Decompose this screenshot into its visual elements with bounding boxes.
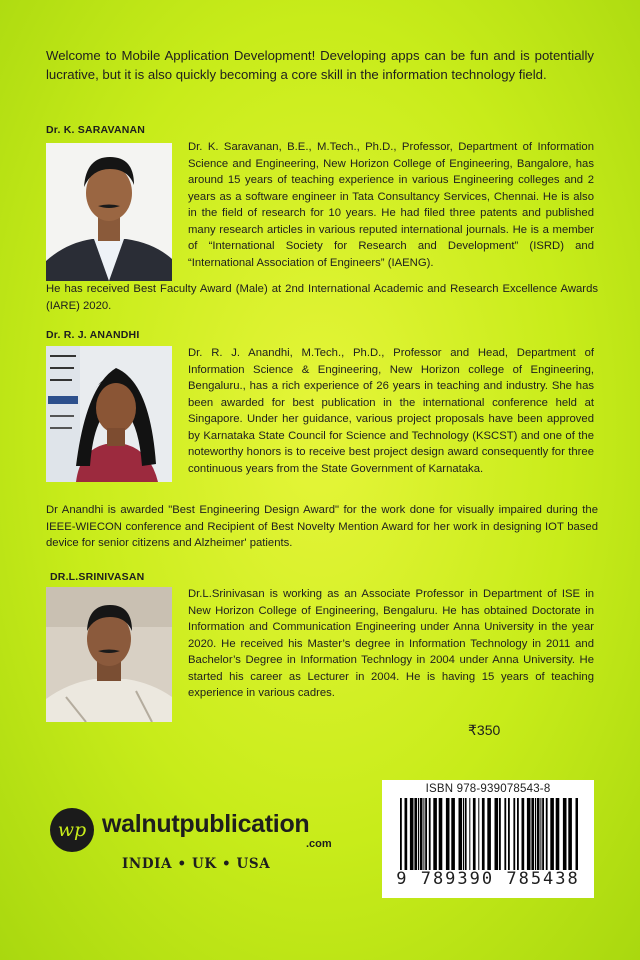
barcode-bar <box>531 798 534 870</box>
barcode-bar <box>482 798 485 870</box>
barcode-bar <box>478 798 479 870</box>
author-photo-anandhi <box>46 346 172 482</box>
author-name-srinivasan: DR.L.SRINIVASAN <box>50 571 145 583</box>
author-name-anandhi: Dr. R. J. ANANDHI <box>46 329 140 341</box>
barcode-bar <box>465 798 467 870</box>
publisher-name: walnutpublication <box>102 810 310 838</box>
barcode-bar <box>542 798 544 870</box>
publisher-logo-icon: wp <box>50 808 94 852</box>
barcode-bars <box>400 798 578 870</box>
barcode-bar <box>439 798 443 870</box>
barcode-bar <box>535 798 536 870</box>
price: ₹350 <box>468 722 501 738</box>
barcode-bar <box>550 798 554 870</box>
barcode-bar <box>537 798 540 870</box>
barcode-bar <box>508 798 510 870</box>
intro-paragraph: Welcome to Mobile Application Development! Developing apps can be fun and is potentially lucrative, but it is also quickly becoming a core skill in the information technology field. <box>46 48 594 82</box>
author-award-saravanan: He has received Best Faculty Award (Male) at 2nd International Academic and Research Excellence Awards (IARE) 2020. <box>46 283 598 312</box>
barcode-bar <box>405 798 408 870</box>
barcode-bar <box>568 798 572 870</box>
isbn-digits: 9 789390 785438 <box>396 869 580 889</box>
barcode-bar <box>469 798 470 870</box>
barcode-bar <box>414 798 417 870</box>
barcode-bar <box>473 798 476 870</box>
barcode-bar <box>527 798 531 870</box>
barcode-bar <box>463 798 464 870</box>
barcode-bar <box>418 798 419 870</box>
barcode-bar <box>429 798 431 870</box>
barcode-bar <box>576 798 579 870</box>
barcode-bar <box>420 798 423 870</box>
barcode-bar <box>487 798 491 870</box>
publisher-domain: .com <box>306 838 332 850</box>
barcode-bar <box>495 798 499 870</box>
author-bio-saravanan: Dr. K. Saravanan, B.E., M.Tech., Ph.D., Professor, Department of Information Science and Engineering, New Horizon College of Engineering, Bangalore, has around 15 years of teaching experience in various Engineering colleges and 2 years as a software engineer in Tata Consultancy Services, Chennai. He is also in the field of research for 10 years. He had filed three patents and published many research articles in various reputed international journals. He is a member of “International Society for Research and Development” (ISRD) and “International Association of Engineers” (IAENG). <box>188 141 594 269</box>
barcode-bar <box>451 798 455 870</box>
author-bio-anandhi: Dr. R. J. Anandhi, M.Tech., Ph.D., Professor and Head, Department of Information Science & Engineering, New Horizon college of Engineering, Bengaluru., has a rich experience of 26 years in teaching and industry. She has been awarded for best publication in the international conference held at Singapore. Under her guidance, various project proposals have been approved by Karnataka State Council for Science and Technology (KSCST) and one of the noteworthy honors is to receive best project design award consequently for three continuous years from the State Government of Karnataka. <box>188 347 594 475</box>
isbn-label: ISBN 978-939078543-8 <box>425 783 551 795</box>
author-name-saravanan: Dr. K. SARAVANAN <box>46 124 146 136</box>
barcode-bar <box>410 798 414 870</box>
barcode-bar <box>517 798 519 870</box>
barcode-bar <box>513 798 515 870</box>
barcode-bar <box>504 798 506 870</box>
author-photo-srinivasan <box>46 587 172 722</box>
barcode-bar <box>433 798 437 870</box>
isbn-barcode <box>382 780 594 898</box>
barcode-bar <box>499 798 501 870</box>
barcode-bar <box>540 798 541 870</box>
barcode-bar <box>522 798 525 870</box>
barcode-bar <box>423 798 424 870</box>
barcode-bar <box>563 798 567 870</box>
barcode-bar <box>425 798 427 870</box>
barcode-bar <box>446 798 450 870</box>
author-bio-srinivasan: Dr.L.Srinivasan is working as an Associate Professor in Department of ISE in New Horizon College of Engineering, Bengaluru. He has obtained Doctorate in Information and Communication Engineering under Anna University in the year 2020. He received his Master’s degree in Information Technology in 2011 and Bachelor’s Degree in Information Technlogy in 2004 under Anna University. He started his career as Lecturer in 2004. He is having 15 years of teaching experience in various cadres. <box>188 588 594 699</box>
barcode-bar <box>556 798 560 870</box>
barcode-bar <box>546 798 548 870</box>
author-award-anandhi: Dr Anandhi is awarded "Best Engineering Design Award" for the work done for visually impaired during the IEEE-WIECON conference and Recipient of Best Novelty Mention Award for her work in designing IOT based device for senior citizens and Alzheimer' patients. <box>46 504 598 549</box>
author-photo-saravanan <box>46 143 172 281</box>
barcode-bar <box>400 798 402 870</box>
barcode-bar <box>459 798 463 870</box>
publisher-countries: INDIA • UK • USA <box>122 856 271 872</box>
